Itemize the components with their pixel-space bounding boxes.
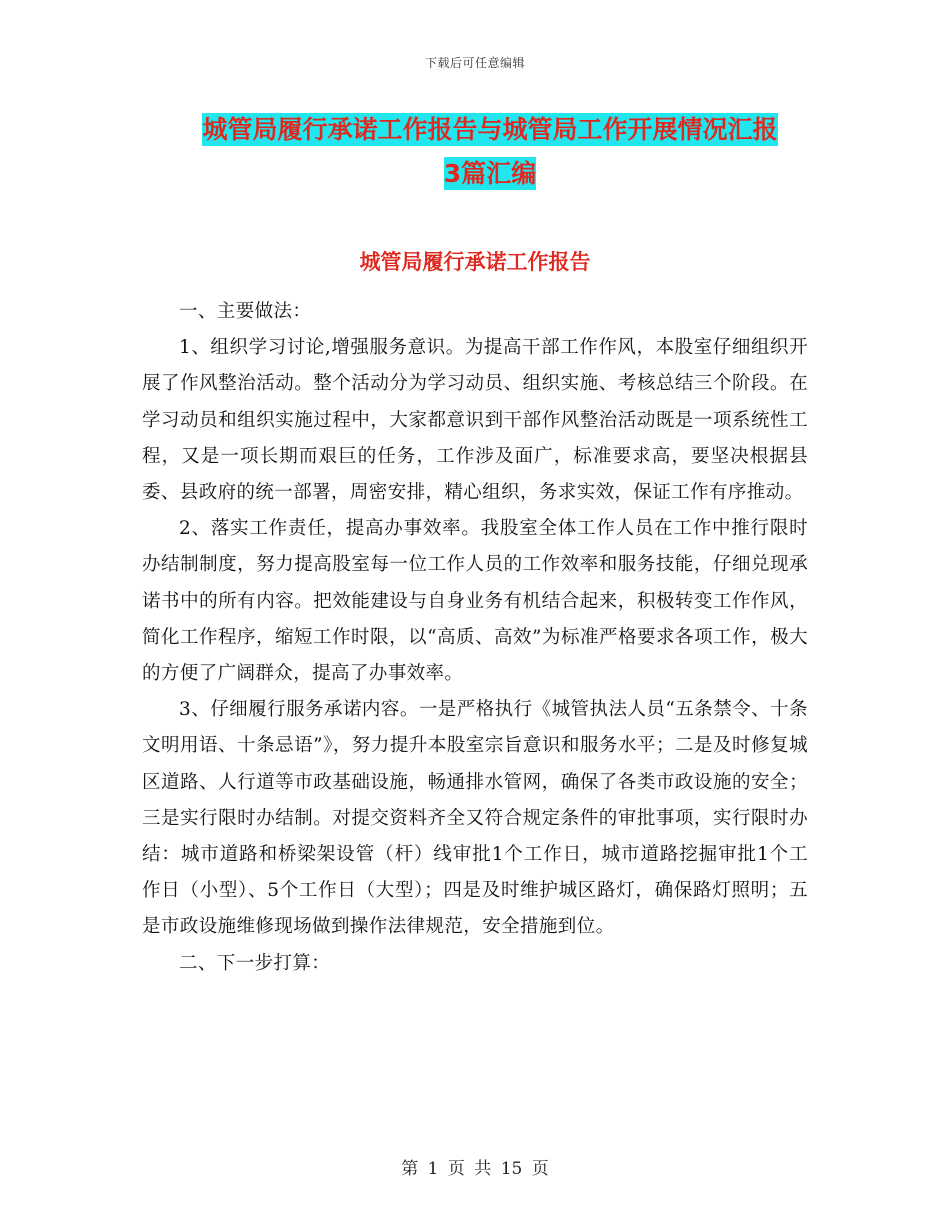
paragraph-2: 2、落实工作责任，提高办事效率。我股室全体工作人员在工作中推行限时办结制制度，努力提高股室每一位工作人员的工作效率和服务技能，仔细兑现承诺书中的所有内容。把效能建设与自身业务有机结合起来，积极转变工作作风，简化工作程序，缩短工作时限，以“高质、高效”为标准严格要求各项工作，极大的方便了广阔群众，提高了办事效率。 [142,518,808,685]
paragraph-3: 3、仔细履行服务承诺内容。一是严格执行《城管执法人员“五条禁令、十条文明用语、十条忌语”》，努力提升本股室宗旨意识和服务水平；二是及时修复城区道路、人行道等市政基础设施，畅通排水管网，确保了各类市政设施的安全；三是实行限时办结制。对提交资料齐全又符合规定条件的审批事项，实行限时办结：城市道路和桥梁架设管（杆）线审批1个工作日，城市道路挖掘审批1个工作日（小型）、5个工作日（大型）；四是及时维护城区路灯，确保路灯照明；五是市政设施维修现场做到操作法律规范，安全措施到位。 [142,699,808,938]
section-title: 城管局履行承诺工作报告 [359,250,591,274]
document-title-line-1: 城管局履行承诺工作报告与城管局工作开展情况汇报 [202,115,778,144]
header-note: 下载后可任意编辑 [424,56,525,70]
document-title-line-2: 3篇汇编 [443,159,537,188]
page-number-footer: 第 1 页 共 15 页 [401,1159,549,1179]
heading-next-steps: 二、下一步打算： [179,952,331,974]
heading-main-practices: 一、主要做法： [179,301,312,322]
document-title [140,108,840,196]
paragraph-1: 1、组织学习讨论,增强服务意识。为提高干部工作作风，本股室仔细组织开展了作风整治活动。整个活动分为学习动员、组织实施、考核总结三个阶段。在学习动员和组织实施过程中，大家都意识到干部作风整治活动既是一项系统性工程，又是一项长期而艰巨的任务，工作涉及面广，标准要求高，要坚决根据县委、县政府的统一部署，周密安排，精心组织，务求实效，保证工作有序推动。 [142,337,808,504]
document-body [142,294,808,982]
